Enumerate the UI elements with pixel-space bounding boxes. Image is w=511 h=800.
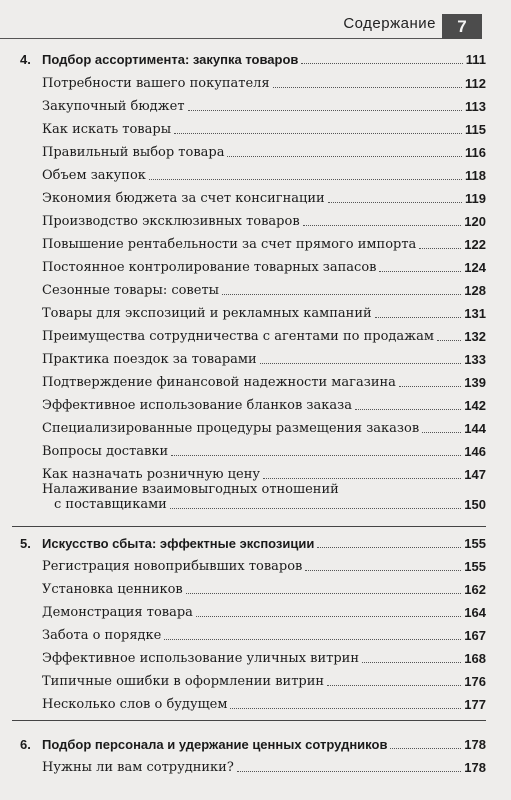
entry-title-continued: с поставщиками bbox=[54, 497, 167, 512]
dot-leader bbox=[399, 385, 461, 387]
chapter-number: 5. bbox=[20, 536, 31, 551]
chapter-title: Подбор персонала и удержание ценных сотрудников bbox=[42, 737, 388, 752]
dot-leader bbox=[422, 431, 461, 433]
dot-leader bbox=[196, 615, 461, 617]
entry-title: Объем закупок bbox=[42, 168, 146, 183]
header-rule bbox=[0, 38, 470, 39]
toc-entry bbox=[42, 671, 486, 689]
toc-entry bbox=[42, 441, 486, 459]
toc-entry bbox=[42, 372, 486, 390]
entry-page: 116 bbox=[465, 145, 486, 160]
dot-leader bbox=[237, 770, 461, 772]
dot-leader bbox=[230, 707, 461, 709]
header-title: Содержание bbox=[343, 15, 436, 32]
chapter-title: Подбор ассортимента: закупка товаров bbox=[42, 52, 299, 67]
dot-leader bbox=[327, 684, 461, 686]
entry-title: Забота о порядке bbox=[42, 628, 162, 643]
chapter-number: 4. bbox=[20, 52, 31, 67]
entry-title: Налаживание взаимовыгодных отношений bbox=[42, 482, 339, 497]
entry-title: Вопросы доставки bbox=[42, 444, 169, 459]
toc-entry bbox=[42, 188, 486, 206]
dot-leader bbox=[188, 109, 463, 111]
dot-leader bbox=[375, 316, 462, 318]
entry-page: 122 bbox=[464, 237, 486, 252]
toc-entry bbox=[42, 694, 486, 712]
entry-page: 177 bbox=[464, 697, 486, 712]
entry-title: Демонстрация товара bbox=[42, 605, 193, 620]
dot-leader bbox=[301, 62, 462, 64]
entry-title: Специализированные процедуры размещения заказов bbox=[42, 421, 420, 436]
toc-entry bbox=[42, 395, 486, 413]
dot-leader bbox=[379, 270, 461, 272]
chapter-page: 178 bbox=[464, 737, 486, 752]
entry-continuation bbox=[42, 497, 486, 512]
entry-title: Преимущества сотрудничества с агентами по продажам bbox=[42, 329, 434, 344]
toc-entry bbox=[42, 257, 486, 275]
entry-page: 139 bbox=[464, 375, 486, 390]
entry-page: 124 bbox=[464, 260, 486, 275]
entry-title: Как искать товары bbox=[42, 122, 172, 137]
dot-leader bbox=[263, 477, 461, 479]
toc-entry bbox=[42, 757, 486, 775]
entry-title: Сезонные товары: советы bbox=[42, 283, 219, 298]
dot-leader bbox=[222, 293, 461, 295]
section-divider bbox=[12, 526, 486, 527]
toc-entry bbox=[42, 464, 486, 482]
entry-title: Товары для экспозиций и рекламных кампаний bbox=[42, 306, 372, 321]
entry-page: 164 bbox=[464, 605, 486, 620]
dot-leader bbox=[186, 592, 462, 594]
entry-page: 132 bbox=[464, 329, 486, 344]
entry-page: 119 bbox=[465, 191, 486, 206]
entry-title: Практика поездок за товарами bbox=[42, 352, 257, 367]
chapter-heading bbox=[20, 49, 486, 67]
entry-page: 113 bbox=[465, 99, 486, 114]
dot-leader bbox=[273, 86, 462, 88]
chapter-number: 6. bbox=[20, 737, 31, 752]
entry-page: 128 bbox=[464, 283, 486, 298]
dot-leader bbox=[260, 362, 462, 364]
toc-entry bbox=[42, 73, 486, 91]
toc-entry bbox=[42, 96, 486, 114]
chapter-page: 111 bbox=[465, 52, 486, 67]
entry-page: 176 bbox=[464, 674, 486, 689]
entry-page: 144 bbox=[464, 421, 486, 436]
toc-entry bbox=[42, 211, 486, 229]
toc-entry bbox=[42, 648, 486, 666]
dot-leader bbox=[305, 569, 461, 571]
entry-page: 131 bbox=[464, 306, 486, 321]
dot-leader bbox=[390, 747, 461, 749]
page-number: 7 bbox=[457, 17, 467, 36]
dot-leader bbox=[227, 155, 462, 157]
chapter-heading bbox=[20, 734, 486, 752]
toc-entry bbox=[42, 165, 486, 183]
toc-entry bbox=[42, 349, 486, 367]
dot-leader bbox=[419, 247, 461, 249]
entry-page: 178 bbox=[464, 760, 486, 775]
chapter-title: Искусство сбыта: эффектные экспозиции bbox=[42, 536, 315, 551]
entry-title: Повышение рентабельности за счет прямого импорта bbox=[42, 237, 417, 252]
chapter-heading bbox=[20, 533, 486, 551]
entry-title: Установка ценников bbox=[42, 582, 183, 597]
dot-leader bbox=[164, 638, 461, 640]
dot-leader bbox=[170, 507, 461, 509]
page-number-badge bbox=[442, 14, 482, 39]
entry-page: 147 bbox=[464, 467, 486, 482]
entry-title: Нужны ли вам сотрудники? bbox=[42, 760, 234, 775]
entry-page: 168 bbox=[464, 651, 486, 666]
toc-entry bbox=[42, 280, 486, 298]
dot-leader bbox=[174, 132, 462, 134]
entry-title: Потребности вашего покупателя bbox=[42, 76, 270, 91]
chapter-page: 155 bbox=[464, 536, 486, 551]
entry-title: Правильный выбор товара bbox=[42, 145, 225, 160]
entry-page: 155 bbox=[464, 559, 486, 574]
dot-leader bbox=[362, 661, 461, 663]
entry-page: 167 bbox=[464, 628, 486, 643]
dot-leader bbox=[328, 201, 462, 203]
entry-page: 120 bbox=[464, 214, 486, 229]
running-header bbox=[0, 14, 511, 40]
toc-entry bbox=[42, 602, 486, 620]
entry-page: 146 bbox=[464, 444, 486, 459]
entry-page: 133 bbox=[464, 352, 486, 367]
entry-page: 162 bbox=[464, 582, 486, 597]
toc-entry bbox=[42, 303, 486, 321]
toc-entry bbox=[42, 119, 486, 137]
entry-title: Как назначать розничную цену bbox=[42, 467, 261, 482]
entry-title: Эффективное использование уличных витрин bbox=[42, 651, 359, 666]
toc-entry bbox=[42, 556, 486, 574]
entry-title: Подтверждение финансовой надежности магазина bbox=[42, 375, 396, 390]
entry-page: 115 bbox=[465, 122, 486, 137]
dot-leader bbox=[317, 546, 461, 548]
toc-entry bbox=[42, 482, 486, 518]
entry-page: 118 bbox=[465, 168, 486, 183]
section-divider bbox=[12, 720, 486, 721]
entry-title: Производство эксклюзивных товаров bbox=[42, 214, 300, 229]
entry-title: Постоянное контролирование товарных запасов bbox=[42, 260, 377, 275]
dot-leader bbox=[355, 408, 461, 410]
toc-entry bbox=[42, 418, 486, 436]
dot-leader bbox=[171, 454, 461, 456]
entry-title: Закупочный бюджет bbox=[42, 99, 185, 114]
toc-entry bbox=[42, 625, 486, 643]
toc-entry bbox=[42, 234, 486, 252]
entry-page: 112 bbox=[465, 76, 486, 91]
entry-title: Эффективное использование бланков заказа bbox=[42, 398, 352, 413]
entry-title: Регистрация новоприбывших товаров bbox=[42, 559, 303, 574]
entry-title: Типичные ошибки в оформлении витрин bbox=[42, 674, 325, 689]
dot-leader bbox=[437, 339, 461, 341]
entry-title: Несколько слов о будущем bbox=[42, 697, 228, 712]
toc-entry bbox=[42, 579, 486, 597]
entry-page: 150 bbox=[464, 497, 486, 512]
dot-leader bbox=[303, 224, 462, 226]
entry-page: 142 bbox=[464, 398, 486, 413]
toc-entry bbox=[42, 142, 486, 160]
toc-entry bbox=[42, 326, 486, 344]
dot-leader bbox=[149, 178, 462, 180]
entry-title: Экономия бюджета за счет консигнации bbox=[42, 191, 325, 206]
